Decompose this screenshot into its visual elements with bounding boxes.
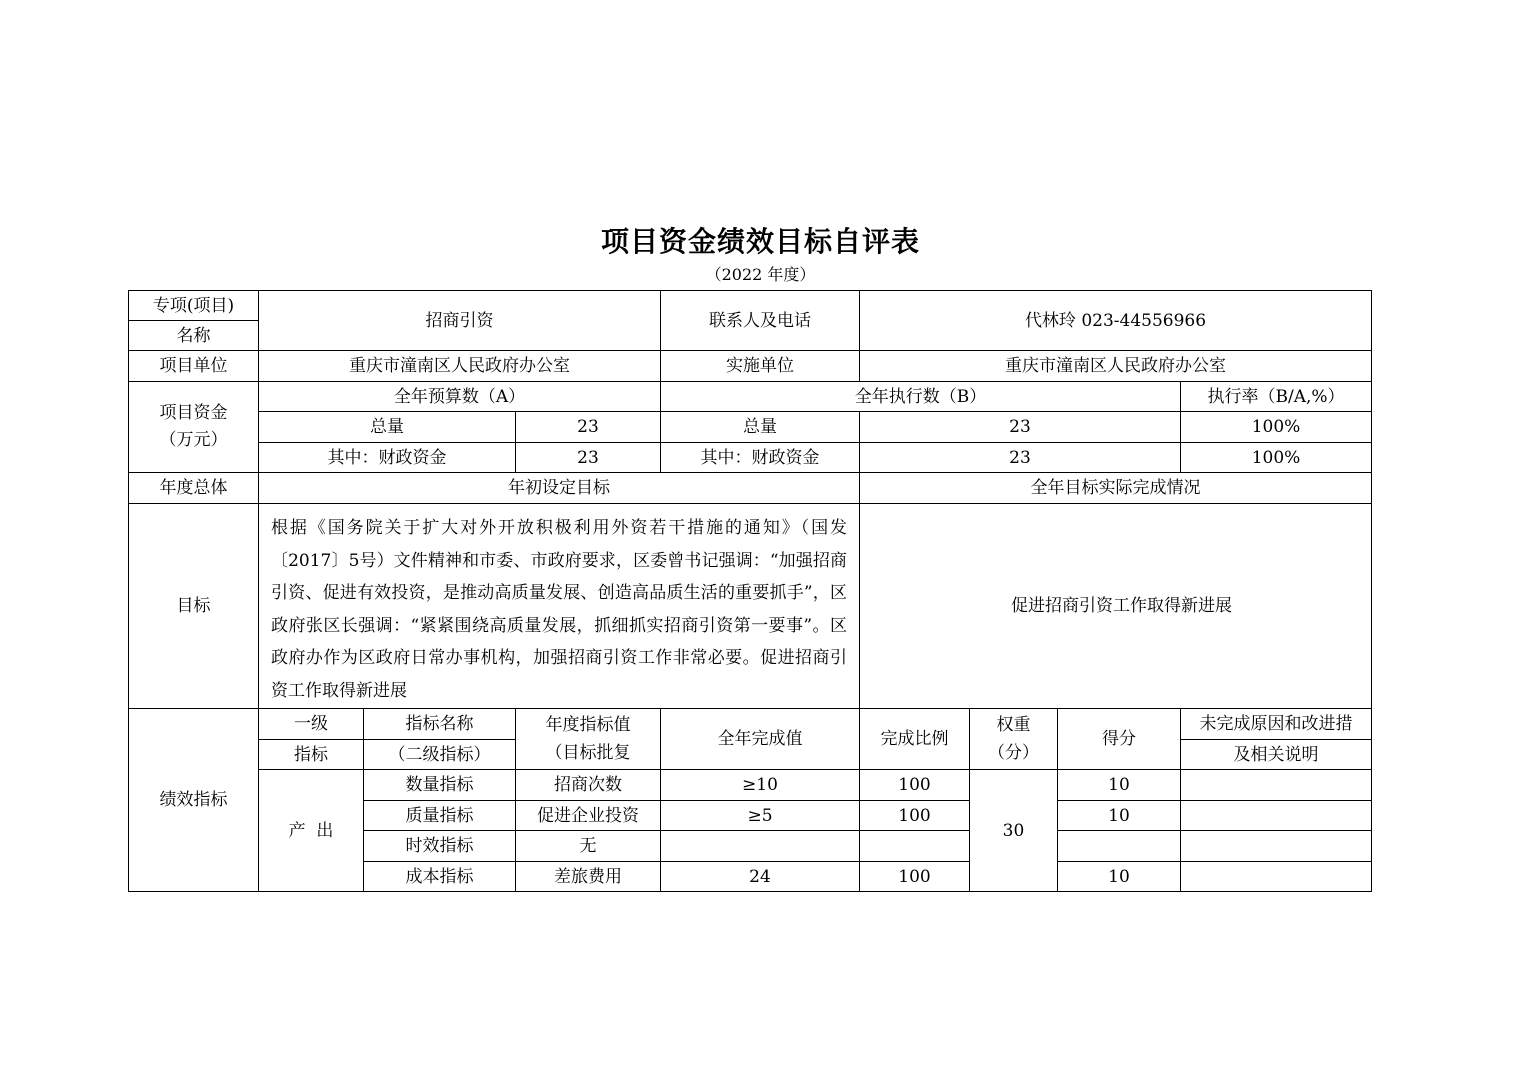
ratio-header: 完成比例 xyxy=(860,709,970,770)
initial-goal-header: 年初设定目标 xyxy=(259,473,860,504)
indicator-ratio: 100 xyxy=(860,862,970,892)
indicator-completed xyxy=(661,831,860,862)
completed-header: 全年完成值 xyxy=(661,709,860,770)
indicator-reason xyxy=(1181,862,1372,892)
funds-fiscal-value-a: 23 xyxy=(516,443,661,473)
actual-goal-cell xyxy=(860,504,1372,709)
funds-total-value-a: 23 xyxy=(516,412,661,443)
indicator-annual: 差旅费用 xyxy=(516,862,661,892)
funds-label-line-1: 项目资金 xyxy=(159,403,228,423)
annual-header-line-2: （目标批复 xyxy=(545,743,631,763)
indicator-name: 成本指标 xyxy=(364,862,516,892)
initial-goal-text: 根据《国务院关于扩大对外开放积极利用外资若干措施的通知》（国发〔2017〕5号）文件精神和市委、市政府要求，区委曾书记强调：“加强招商引资、促进有效投资，是推动高质量发展、创造高品质生活的重要抓手”，区政府张区长强调：“紧紧围绕高质量发展，抓细抓实招商引资第一要事”。区政府办作为区政府日常办事机构，加强招商引资工作非常必要。促进招商引资工作取得新进展 xyxy=(271,518,847,701)
indicator-completed: ≥10 xyxy=(661,770,860,801)
category-cell: 产 出 xyxy=(259,770,364,892)
contact-value: 代林玲 023-44556966 xyxy=(860,291,1372,351)
level1-header-a: 一级 xyxy=(259,709,364,740)
page-subtitle: （2022 年度） xyxy=(705,265,816,284)
indicator-ratio: 100 xyxy=(860,801,970,831)
level1-header-b: 指标 xyxy=(259,740,364,770)
funds-total-label-b: 总量 xyxy=(661,412,860,443)
annual-header xyxy=(516,709,661,770)
indicator-reason xyxy=(1181,770,1372,801)
indicator-annual: 促进企业投资 xyxy=(516,801,661,831)
indicator-name: 时效指标 xyxy=(364,831,516,862)
funds-fiscal-label-b: 其中：财政资金 xyxy=(661,443,860,473)
reason-header-a: 未完成原因和改进措 xyxy=(1181,709,1372,740)
score-header: 得分 xyxy=(1058,709,1181,770)
rate-header: 执行率（B/A,%） xyxy=(1181,382,1372,412)
initial-goal-cell xyxy=(259,504,860,709)
indicators-label: 绩效指标 xyxy=(129,709,259,892)
goals-label-1: 年度总体 xyxy=(129,473,259,504)
weight-header xyxy=(970,709,1058,770)
indicator-score: 10 xyxy=(1058,801,1181,831)
impl-unit-value: 重庆市潼南区人民政府办公室 xyxy=(860,351,1372,382)
name-header-b: （二级指标） xyxy=(364,740,516,770)
unit-value: 重庆市潼南区人民政府办公室 xyxy=(259,351,661,382)
project-name-label-1: 专项(项目) xyxy=(129,291,259,321)
indicator-name: 数量指标 xyxy=(364,770,516,801)
funds-total-rate: 100% xyxy=(1181,412,1372,443)
indicator-completed: ≥5 xyxy=(661,801,860,831)
indicator-ratio xyxy=(860,831,970,862)
name-header-a: 指标名称 xyxy=(364,709,516,740)
unit-label: 项目单位 xyxy=(129,351,259,382)
funds-total-value-b: 23 xyxy=(860,412,1181,443)
weight-cell: 30 xyxy=(970,770,1058,892)
indicator-score: 10 xyxy=(1058,862,1181,892)
indicator-ratio: 100 xyxy=(860,770,970,801)
funds-label-line-2: （万元） xyxy=(159,430,228,450)
weight-header-line-1: 权重 xyxy=(996,715,1031,735)
indicator-annual: 招商次数 xyxy=(516,770,661,801)
indicator-completed: 24 xyxy=(661,862,860,892)
indicator-annual: 无 xyxy=(516,831,661,862)
budget-header: 全年预算数（A） xyxy=(259,382,661,412)
actual-goal-header: 全年目标实际完成情况 xyxy=(860,473,1372,504)
exec-header: 全年执行数（B） xyxy=(661,382,1181,412)
indicator-reason xyxy=(1181,831,1372,862)
indicator-score: 10 xyxy=(1058,770,1181,801)
contact-label: 联系人及电话 xyxy=(661,291,860,351)
funds-fiscal-rate: 100% xyxy=(1181,443,1372,473)
project-name-value: 招商引资 xyxy=(259,291,661,351)
weight-header-line-2: （分） xyxy=(988,743,1039,763)
table-row xyxy=(129,770,1372,801)
indicator-name: 质量指标 xyxy=(364,801,516,831)
reason-header-b: 及相关说明 xyxy=(1181,740,1372,770)
page-title: 项目资金绩效目标自评表 xyxy=(600,225,920,258)
impl-unit-label: 实施单位 xyxy=(661,351,860,382)
project-name-label-2: 名称 xyxy=(129,321,259,351)
goals-label-2: 目标 xyxy=(129,504,259,709)
funds-label xyxy=(129,382,259,473)
funds-fiscal-label-a: 其中：财政资金 xyxy=(259,443,516,473)
funds-total-label-a: 总量 xyxy=(259,412,516,443)
indicator-reason xyxy=(1181,801,1372,831)
funds-fiscal-value-b: 23 xyxy=(860,443,1181,473)
indicator-score xyxy=(1058,831,1181,862)
evaluation-table xyxy=(128,290,1372,892)
actual-goal-text: 促进招商引资工作取得新进展 xyxy=(1011,596,1232,616)
annual-header-line-1: 年度指标值 xyxy=(545,715,631,735)
